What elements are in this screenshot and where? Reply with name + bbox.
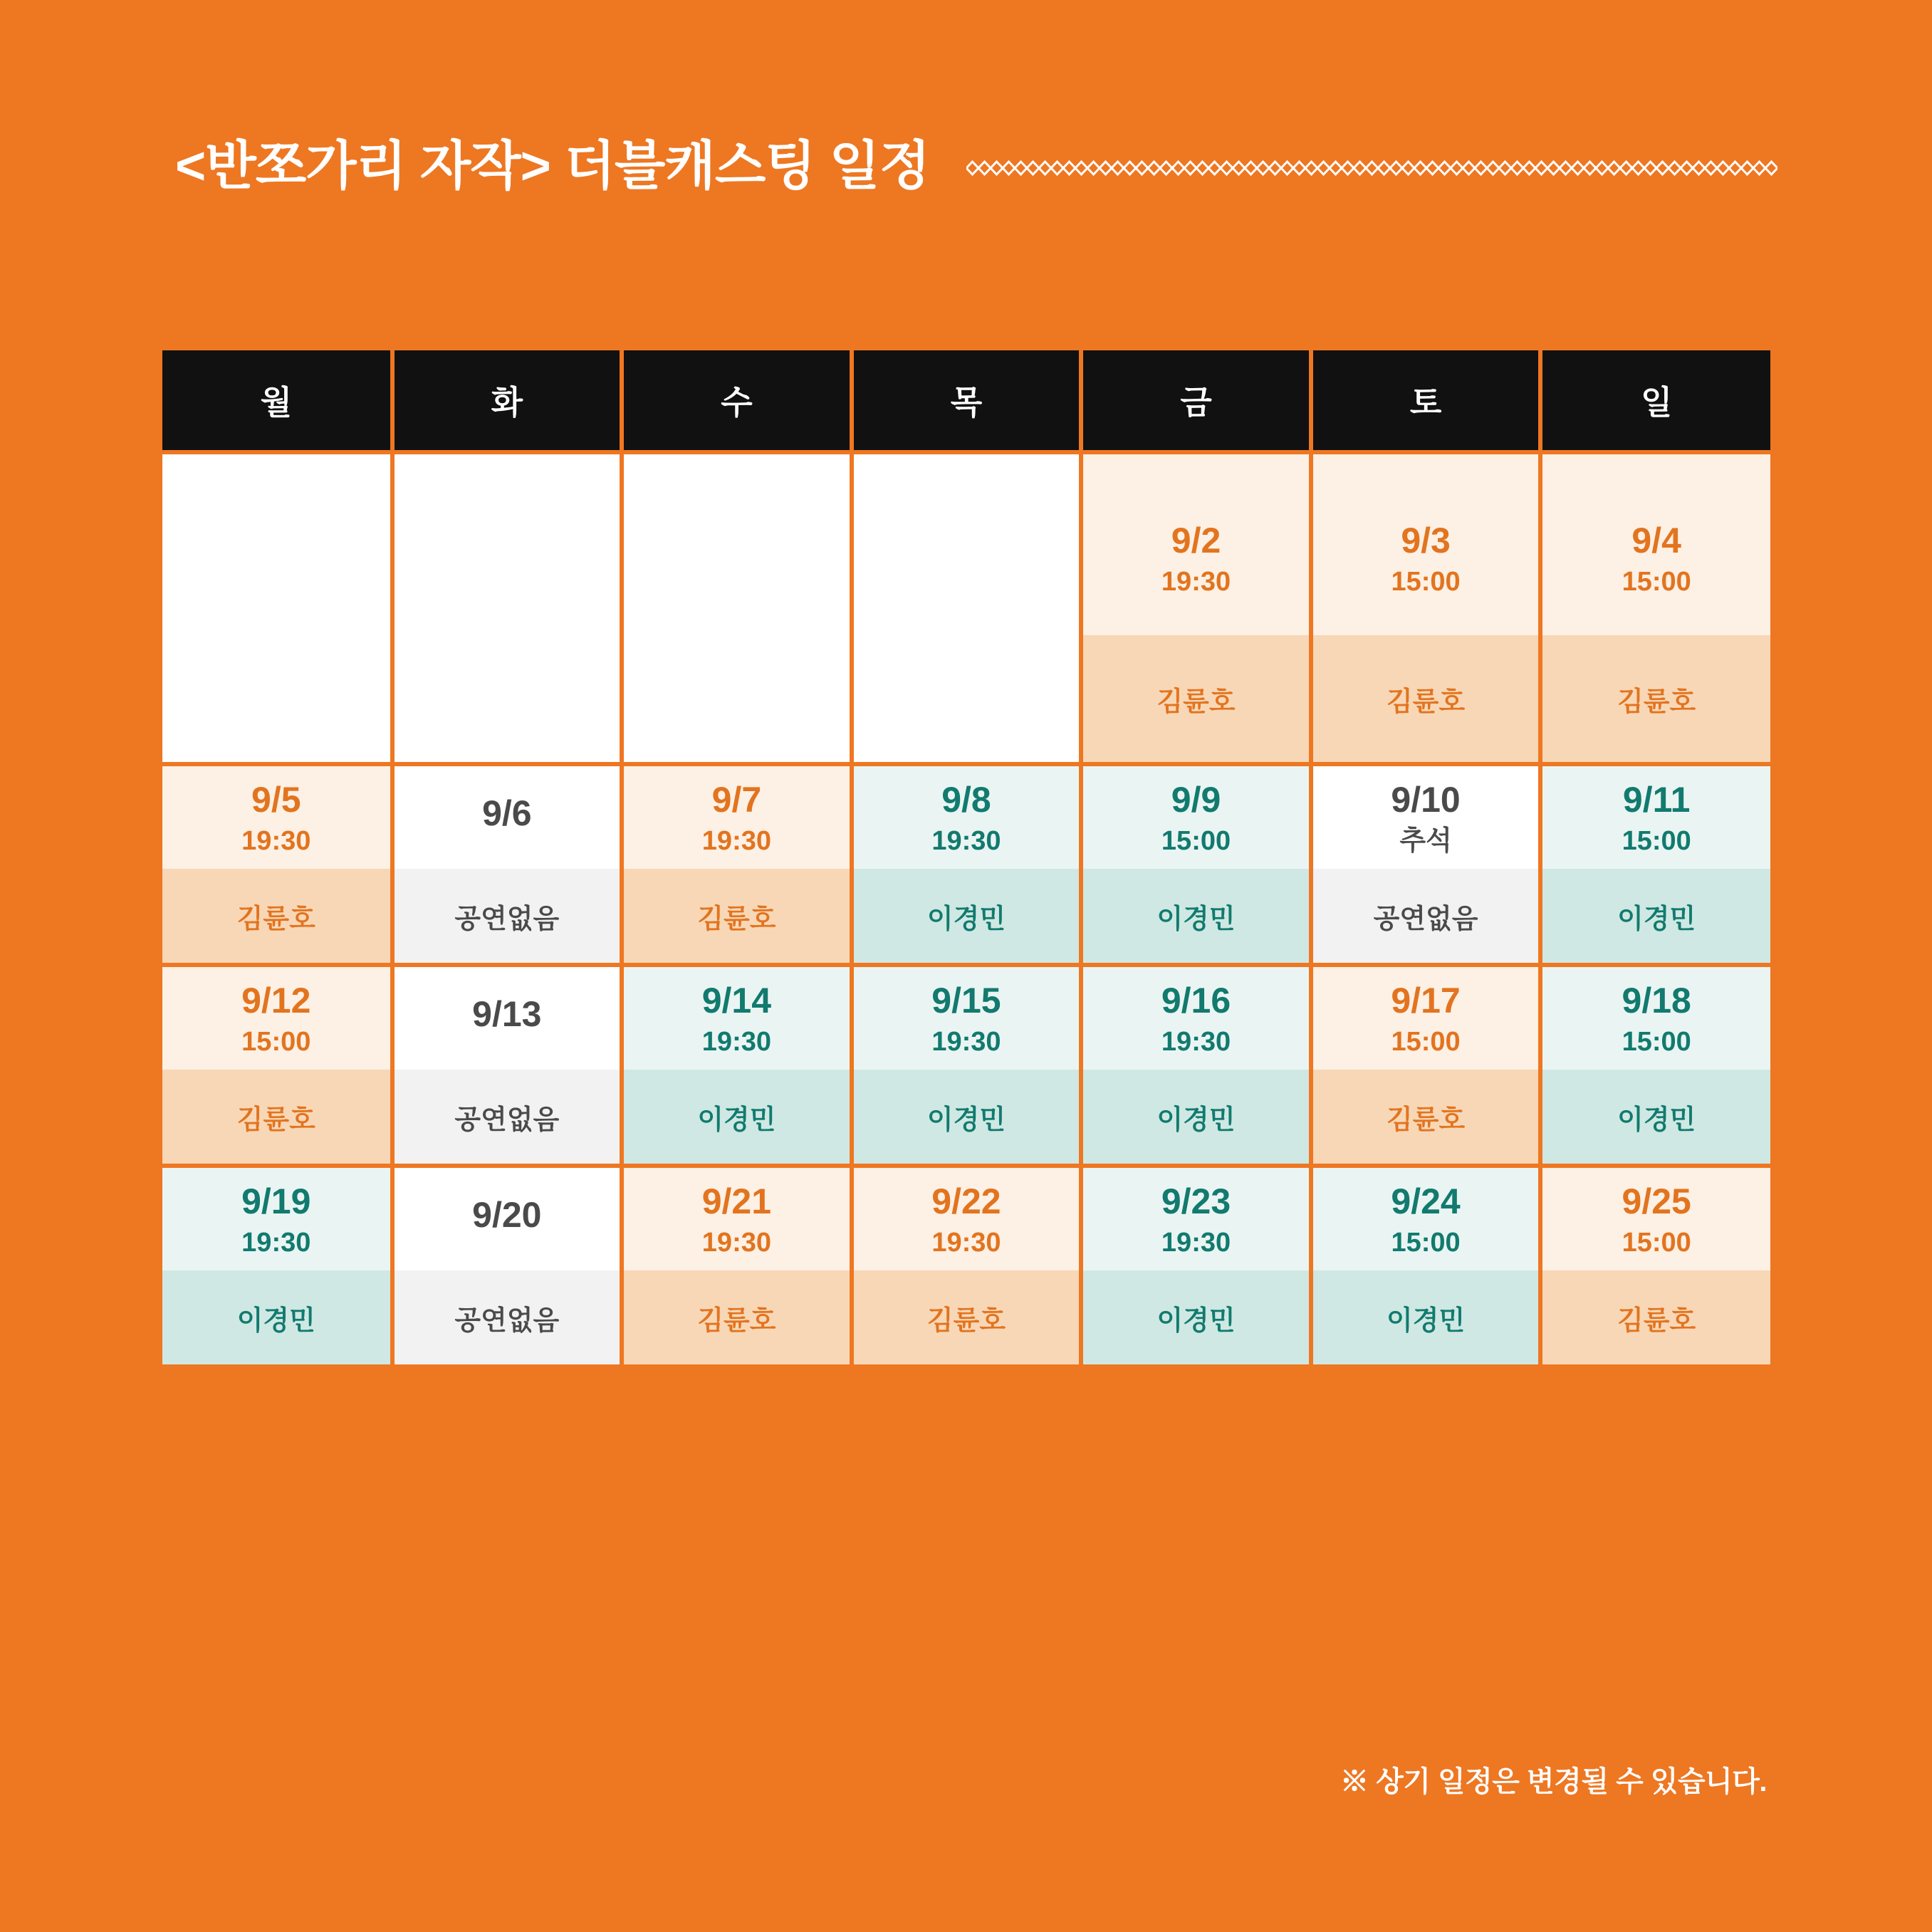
calendar-week-row xyxy=(162,965,1770,1166)
cell-date: 9/9 xyxy=(1171,780,1221,820)
day-header-tue: 화 xyxy=(392,350,622,452)
calendar-cell[interactable] xyxy=(852,1166,1082,1364)
cell-date: 9/19 xyxy=(241,1181,311,1221)
cell-cast: 이경민 xyxy=(854,869,1080,963)
cell-date: 9/13 xyxy=(472,994,542,1034)
cell-time: 15:00 xyxy=(1391,567,1461,597)
cell-date: 9/15 xyxy=(931,981,1001,1020)
cell-cast: 김륜호 xyxy=(1542,1270,1770,1364)
calendar-cell[interactable] xyxy=(852,965,1082,1166)
cell-date: 9/4 xyxy=(1631,521,1681,560)
calendar-cell[interactable] xyxy=(1311,965,1541,1166)
cell-time: 15:00 xyxy=(1622,567,1691,597)
cell-time: 추석 xyxy=(1399,826,1452,856)
calendar-cell[interactable] xyxy=(1540,965,1770,1166)
day-header-wed: 수 xyxy=(622,350,852,452)
cell-cast: 공연없음 xyxy=(395,869,620,963)
cell-cast: 김륜호 xyxy=(1083,635,1309,762)
day-header-thu: 목 xyxy=(852,350,1082,452)
cell-time: 19:30 xyxy=(701,1027,771,1057)
cell-date: 9/20 xyxy=(472,1195,542,1235)
cell-cast: 김륜호 xyxy=(1313,1070,1539,1164)
day-header-mon: 월 xyxy=(162,350,392,452)
cell-date: 9/24 xyxy=(1391,1181,1461,1221)
cell-date: 9/7 xyxy=(711,780,762,820)
poster-header xyxy=(175,127,1777,205)
cell-cast: 김륜호 xyxy=(1542,635,1770,762)
calendar-cell[interactable] xyxy=(392,965,622,1166)
day-header-sat: 토 xyxy=(1311,350,1541,452)
cell-time: 19:30 xyxy=(701,826,771,856)
cell-time: 19:30 xyxy=(701,1228,771,1258)
calendar-week-row xyxy=(162,764,1770,965)
calendar-cell[interactable] xyxy=(622,965,852,1166)
cell-time: 15:00 xyxy=(1622,826,1691,856)
calendar-header-row xyxy=(162,350,1770,452)
cell-cast: 김륜호 xyxy=(1313,635,1539,762)
calendar-cell[interactable] xyxy=(1311,452,1541,764)
cell-cast: 이경민 xyxy=(1313,1270,1539,1364)
calendar-cell[interactable] xyxy=(852,764,1082,965)
cell-cast: 김륜호 xyxy=(162,869,390,963)
cell-cast: 김륜호 xyxy=(162,1070,390,1164)
cell-time: 19:30 xyxy=(1161,567,1231,597)
cell-cast: 공연없음 xyxy=(395,1270,620,1364)
cell-time: 19:30 xyxy=(241,826,311,856)
cell-time: 19:30 xyxy=(931,826,1001,856)
cell-time: 19:30 xyxy=(1161,1027,1231,1057)
cell-cast: 이경민 xyxy=(1083,869,1309,963)
cell-time: 19:30 xyxy=(241,1228,311,1258)
cell-date: 9/25 xyxy=(1622,1181,1691,1221)
calendar-cell[interactable] xyxy=(1540,452,1770,764)
schedule-disclaimer: ※ 상기 일정은 변경될 수 있습니다. xyxy=(1340,1766,1767,1797)
calendar-cell[interactable] xyxy=(162,1166,392,1364)
calendar-cell[interactable] xyxy=(1311,764,1541,965)
cell-cast: 김륜호 xyxy=(624,869,850,963)
calendar-cell[interactable] xyxy=(1540,1166,1770,1364)
calendar-cell[interactable] xyxy=(1081,965,1311,1166)
cell-cast: 이경민 xyxy=(162,1270,390,1364)
cell-date: 9/5 xyxy=(251,780,301,820)
cell-date: 9/21 xyxy=(701,1181,772,1221)
cell-time: 15:00 xyxy=(241,1027,311,1057)
calendar-cell[interactable] xyxy=(1540,764,1770,965)
calendar-cell[interactable] xyxy=(1081,1166,1311,1364)
calendar-cell[interactable] xyxy=(392,764,622,965)
cell-time: 19:30 xyxy=(931,1027,1001,1057)
calendar-cell[interactable] xyxy=(162,965,392,1166)
schedule-calendar xyxy=(162,350,1770,1364)
cell-cast: 공연없음 xyxy=(395,1070,620,1164)
cell-time: 15:00 xyxy=(1622,1228,1691,1258)
cell-date: 9/10 xyxy=(1391,780,1461,820)
calendar-week-row xyxy=(162,452,1770,764)
cell-cast: 김륜호 xyxy=(854,1270,1080,1364)
cell-cast: 이경민 xyxy=(1083,1270,1309,1364)
cell-date: 9/16 xyxy=(1161,981,1231,1020)
calendar-cell xyxy=(392,452,622,764)
calendar-cell[interactable] xyxy=(162,764,392,965)
cell-cast: 이경민 xyxy=(1542,869,1770,963)
cell-date: 9/6 xyxy=(482,793,532,833)
zigzag-decoration-icon xyxy=(966,156,1777,180)
cell-date: 9/22 xyxy=(931,1181,1001,1221)
cell-cast: 이경민 xyxy=(854,1070,1080,1164)
cell-date: 9/3 xyxy=(1401,521,1451,560)
calendar-cell[interactable] xyxy=(1081,764,1311,965)
cell-date: 9/23 xyxy=(1161,1181,1231,1221)
cell-time: 15:00 xyxy=(1391,1027,1461,1057)
day-header-fri: 금 xyxy=(1081,350,1311,452)
calendar-cell[interactable] xyxy=(392,1166,622,1364)
page-title: <반쪼가리 자작> 더블캐스팅 일정 xyxy=(175,136,930,195)
calendar-cell[interactable] xyxy=(622,764,852,965)
cell-cast: 공연없음 xyxy=(1313,869,1539,963)
calendar-week-row xyxy=(162,1166,1770,1364)
cell-cast: 이경민 xyxy=(624,1070,850,1164)
calendar-cell xyxy=(162,452,392,764)
cell-date: 9/8 xyxy=(941,780,991,820)
cell-time: 15:00 xyxy=(1161,826,1231,856)
calendar-body xyxy=(162,452,1770,1364)
cell-date: 9/11 xyxy=(1622,780,1691,820)
calendar-cell xyxy=(622,452,852,764)
calendar-cell[interactable] xyxy=(1311,1166,1541,1364)
cell-date: 9/12 xyxy=(241,981,311,1020)
calendar-cell[interactable] xyxy=(1081,452,1311,764)
cell-date: 9/2 xyxy=(1171,521,1221,560)
cell-time: 19:30 xyxy=(931,1228,1001,1258)
cell-time: 19:30 xyxy=(1161,1228,1231,1258)
cell-date: 9/17 xyxy=(1391,981,1461,1020)
cell-time: 15:00 xyxy=(1391,1228,1461,1258)
cell-time: 15:00 xyxy=(1622,1027,1691,1057)
cell-cast: 김륜호 xyxy=(624,1270,850,1364)
cell-date: 9/14 xyxy=(701,981,772,1020)
calendar-cell xyxy=(852,452,1082,764)
calendar-cell[interactable] xyxy=(622,1166,852,1364)
cell-cast: 이경민 xyxy=(1542,1070,1770,1164)
day-header-sun: 일 xyxy=(1540,350,1770,452)
cell-cast: 이경민 xyxy=(1083,1070,1309,1164)
cell-date: 9/18 xyxy=(1622,981,1691,1020)
